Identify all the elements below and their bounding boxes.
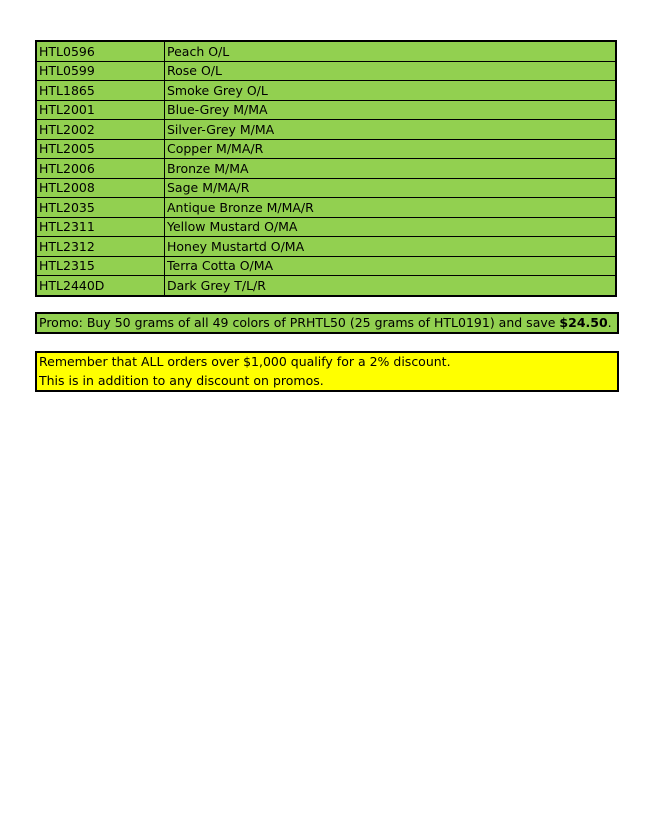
color-code-cell: HTL2006: [36, 159, 165, 179]
color-name-cell: Blue-Grey M/MA: [165, 100, 617, 120]
table-row: [36, 159, 616, 179]
color-name-cell: Bronze M/MA: [165, 159, 617, 179]
color-code-cell: HTL2005: [36, 139, 165, 159]
color-code-cell: HTL2315: [36, 256, 165, 276]
promo-savings: $24.50: [559, 315, 608, 330]
color-code-cell: HTL1865: [36, 81, 165, 101]
notice-line: Remember that ALL orders over $1,000 qualify for a 2% discount.: [39, 354, 451, 369]
color-name-cell: Yellow Mustard O/MA: [165, 217, 617, 237]
color-code-cell: HTL0596: [36, 41, 165, 61]
color-code-cell: HTL2440D: [36, 276, 165, 296]
table-row: [36, 100, 616, 120]
color-name-cell: Honey Mustartd O/MA: [165, 237, 617, 257]
color-code-cell: HTL2312: [36, 237, 165, 257]
color-code-cell: HTL2002: [36, 120, 165, 140]
color-list-sheet: [35, 40, 617, 297]
promo-text: Promo: Buy 50 grams of all 49 colors of PRHTL50 (25 grams of HTL0191) and save: [39, 315, 560, 330]
color-name-cell: Terra Cotta O/MA: [165, 256, 617, 276]
color-code-cell: HTL2311: [36, 217, 165, 237]
promo-suffix: .: [607, 315, 612, 330]
table-row: [36, 178, 616, 198]
notice-line: This is in addition to any discount on promos.: [39, 372, 324, 388]
table-row: [36, 237, 616, 257]
color-code-cell: HTL2008: [36, 178, 165, 198]
discount-notice: [35, 351, 619, 392]
table-row: [36, 139, 616, 159]
color-code-cell: HTL2035: [36, 198, 165, 218]
table-row: [36, 256, 616, 276]
table-row: [36, 198, 616, 218]
table-row: [36, 81, 616, 101]
color-table: [35, 40, 617, 297]
color-name-cell: Copper M/MA/R: [165, 139, 617, 159]
color-name-cell: Silver-Grey M/MA: [165, 120, 617, 140]
table-row: [36, 41, 616, 61]
color-name-cell: Antique Bronze M/MA/R: [165, 198, 617, 218]
table-row: [36, 217, 616, 237]
color-code-cell: HTL0599: [36, 61, 165, 81]
table-row: [36, 276, 616, 296]
promo-banner: [35, 312, 619, 334]
color-name-cell: Sage M/MA/R: [165, 178, 617, 198]
table-row: [36, 61, 616, 81]
table-row: [36, 120, 616, 140]
color-name-cell: Rose O/L: [165, 61, 617, 81]
color-code-cell: HTL2001: [36, 100, 165, 120]
color-name-cell: Dark Grey T/L/R: [165, 276, 617, 296]
color-name-cell: Smoke Grey O/L: [165, 81, 617, 101]
color-name-cell: Peach O/L: [165, 41, 617, 61]
